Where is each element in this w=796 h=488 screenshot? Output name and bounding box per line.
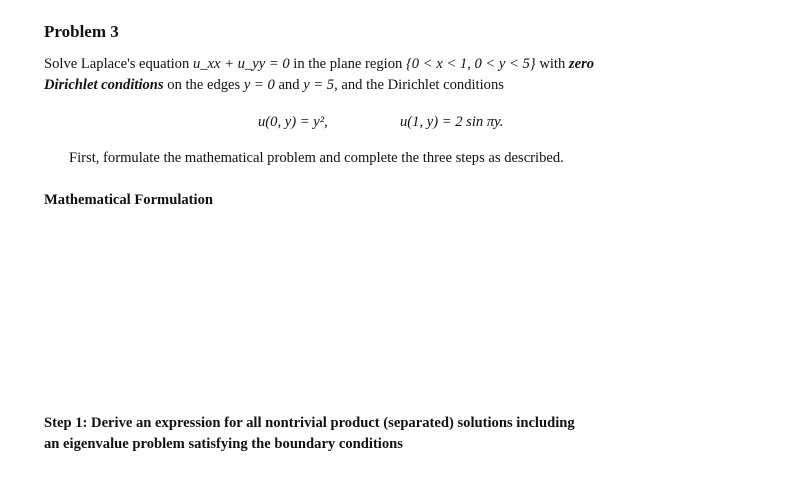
statement-prefix: Solve Laplace's equation <box>44 56 190 72</box>
statement-suffix: with <box>539 56 566 72</box>
section-heading: Mathematical Formulation <box>44 192 214 208</box>
region-definition: {0 < x < 1, 0 < y < 5} <box>405 56 536 72</box>
edge-y5: y = 5 <box>303 77 335 93</box>
statement-mid: in the plane region <box>293 56 403 72</box>
step1-heading-line1: Step 1: Derive an expression for all nontrivial product (separated) solutions including <box>44 415 575 431</box>
and-text: and <box>278 77 300 93</box>
instruction-text: First, formulate the mathematical problem and complete the three steps as described. <box>69 150 564 166</box>
problem-title: Problem 3 <box>44 22 119 41</box>
statement-end: , and the Dirichlet conditions <box>334 77 504 93</box>
edge-y0: y = 0 <box>243 77 275 93</box>
statement-line-1 <box>44 56 594 73</box>
laplace-equation: u_xx + u_yy = 0 <box>192 56 290 72</box>
edges-text: on the edges <box>167 77 241 93</box>
boundary-condition-left: u(0, y) = y², <box>258 114 328 130</box>
dirichlet-emphasis: Dirichlet conditions <box>44 77 164 93</box>
zero-emphasis: zero <box>568 56 595 72</box>
statement-line-2 <box>44 77 504 94</box>
boundary-condition-right: u(1, y) = 2 sin πy. <box>400 114 504 130</box>
step1-heading-line2: an eigenvalue problem satisfying the boundary conditions <box>44 436 403 452</box>
